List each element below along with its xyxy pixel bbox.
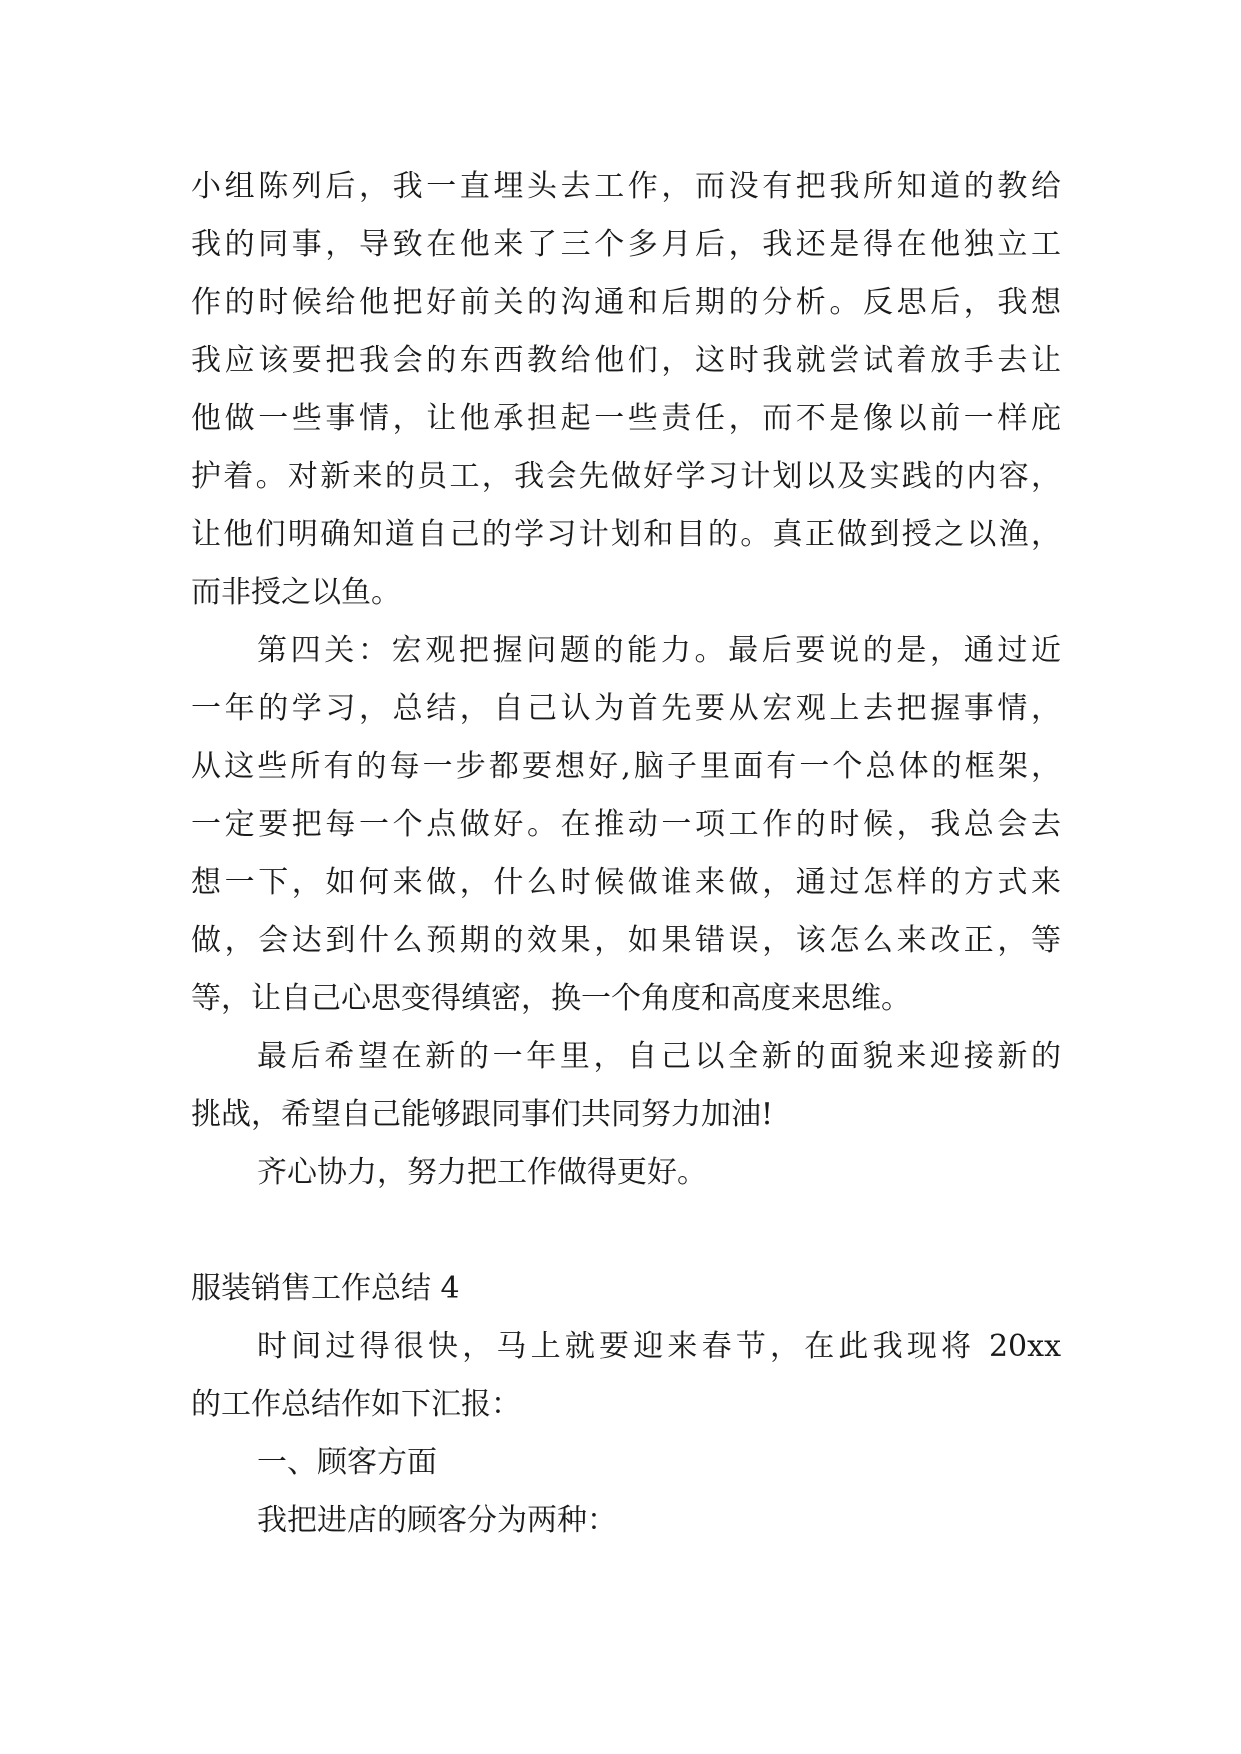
text-line: 齐心协力，努力把工作做得更好。 [257, 1155, 707, 1190]
text-line: 等，让自己心思变得缜密，换一个角度和高度来思维。 [191, 981, 911, 1016]
text-line: 的工作总结作如下汇报： [191, 1387, 521, 1422]
text-line: 从这些所有的每一步都要想好,脑子里面有一个总体的框架， [191, 749, 1061, 784]
text-line: 挑战，希望自己能够跟同事们共同努力加油! [191, 1097, 774, 1132]
text-line: 我应该要把我会的东西教给他们，这时我就尝试着放手去让 [191, 343, 1061, 378]
text-line: 做，会达到什么预期的效果，如果错误，该怎么来改正，等 [191, 923, 1061, 958]
spacer [191, 1202, 1061, 1260]
text-line: 一定要把每一个点做好。在推动一项工作的时候，我总会去 [191, 807, 1061, 842]
text-line: 我的同事，导致在他来了三个多月后，我还是得在他独立工 [191, 227, 1061, 262]
section-title: 服装销售工作总结 4 [191, 1271, 460, 1306]
text-line: 时间过得很快，马上就要迎来春节，在此我现将 20xx [257, 1329, 1061, 1364]
document-body [191, 158, 1061, 1550]
text-line: 想一下，如何来做，什么时候做谁来做，通过怎样的方式来 [191, 865, 1061, 900]
paragraph [191, 158, 1061, 622]
text-line: 我把进店的顾客分为两种： [257, 1503, 617, 1538]
paragraph [191, 1434, 1061, 1492]
text-line: 第四关：宏观把握问题的能力。最后要说的是，通过近 [257, 633, 1061, 668]
paragraph [191, 1028, 1061, 1144]
text-line: 一年的学习，总结，自己认为首先要从宏观上去把握事情， [191, 691, 1061, 726]
paragraph [191, 1492, 1061, 1550]
paragraph [191, 1144, 1061, 1202]
text-line: 作的时候给他把好前关的沟通和后期的分析。反思后，我想 [191, 285, 1061, 320]
text-line: 而非授之以鱼。 [191, 575, 401, 610]
paragraph [191, 1318, 1061, 1434]
text-line: 让他们明确知道自己的学习计划和目的。真正做到授之以渔， [191, 517, 1061, 552]
paragraph [191, 622, 1061, 1028]
text-line: 最后希望在新的一年里，自己以全新的面貌来迎接新的 [257, 1039, 1061, 1074]
text-line: 小组陈列后，我一直埋头去工作，而没有把我所知道的教给 [191, 169, 1061, 204]
text-line: 他做一些事情，让他承担起一些责任，而不是像以前一样庇 [191, 401, 1061, 436]
text-line: 一、顾客方面 [257, 1445, 437, 1480]
text-line: 护着。对新来的员工，我会先做好学习计划以及实践的内容， [191, 459, 1061, 494]
